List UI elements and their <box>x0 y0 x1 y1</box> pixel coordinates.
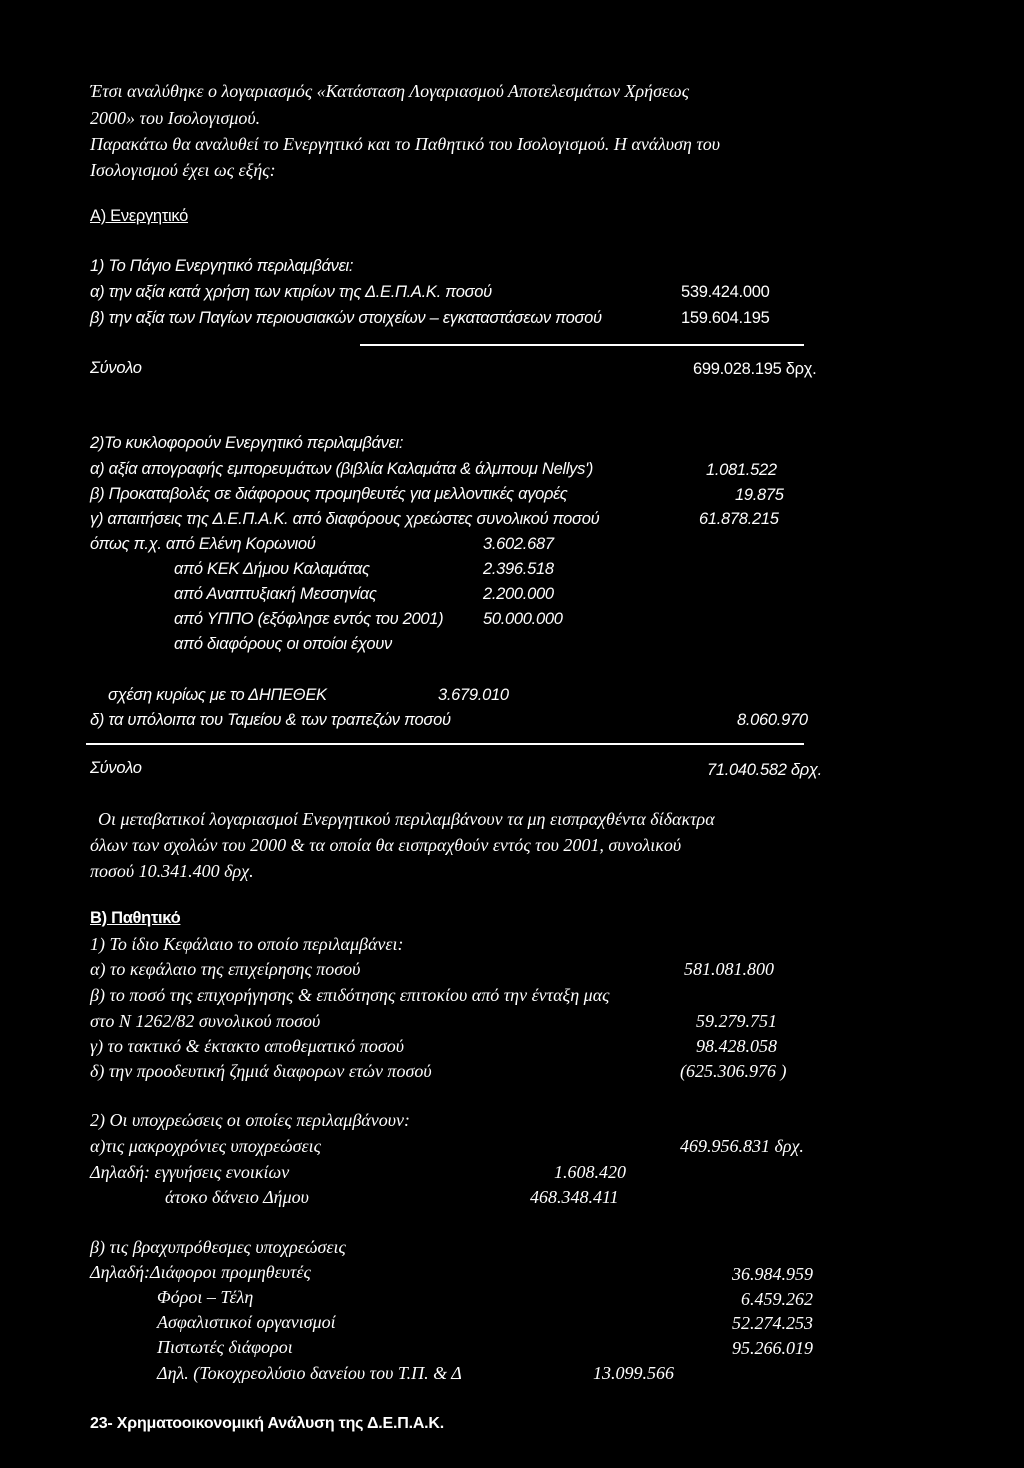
debtor-4-value: 50.000.000 <box>483 610 563 628</box>
fixed-assets-rule <box>360 344 804 346</box>
debtor-4-label: από ΥΠΠΟ (εξόφλησε εντός του 2001) <box>174 610 444 628</box>
fixed-assets-b-label: β) την αξία των Παγίων περιουσιακών στοιχείων – εγκαταστάσεων ποσού <box>90 309 602 327</box>
equity-b-label: β) το ποσό της επιχορήγησης & επιδότησης επιτοκίου από την ένταξη μας <box>90 985 610 1005</box>
debtor-6-label: σχέση κυρίως με το ΔΗΠΕΘΕΚ <box>108 686 327 704</box>
current-assets-c-label: γ) απαιτήσεις της Δ.Ε.Π.Α.Κ. από διαφόρους χρεώστες συνολικού ποσού <box>90 510 600 528</box>
equity-d-value: (625.306.976 ) <box>680 1061 787 1081</box>
current-assets-a-label: α) αξία απογραφής εμπορευμάτων (βιβλία Καλαμάτα & άλμπουμ Nellys') <box>90 460 594 478</box>
equity-d-label: δ) την προοδευτική ζημιά διαφορων ετών ποσού <box>90 1061 432 1081</box>
current-assets-a-value: 1.081.522 <box>706 461 777 479</box>
debtor-2-value: 2.396.518 <box>483 560 554 578</box>
short-term-1-value: 36.984.959 <box>732 1264 813 1284</box>
debtor-6-value: 3.679.010 <box>438 686 509 704</box>
current-assets-rule <box>86 743 804 745</box>
intro-line-2: 2000» του Ισολογισμού. <box>90 108 261 128</box>
long-term-1-label: Δηλαδή: εγγυήσεις ενοικίων <box>90 1162 290 1182</box>
equity-a-label: α) το κεφάλαιο της επιχείρησης ποσού <box>90 959 361 979</box>
debtor-1-label: όπως π.χ. από Ελένη Κορωνιού <box>90 535 316 553</box>
obligations-title: 2) Οι υποχρεώσεις οι οποίες περιλαμβάνουν: <box>90 1110 410 1130</box>
long-term-value: 469.956.831 δρχ. <box>680 1136 804 1156</box>
current-assets-total-label: Σύνολο <box>90 759 142 777</box>
debtor-3-label: από Αναπτυξιακή Μεσσηνίας <box>174 585 377 603</box>
short-term-3-label: Ασφαλιστικοί οργανισμοί <box>157 1312 336 1332</box>
long-term-2-label: άτοκο δάνειο Δήμου <box>165 1187 309 1207</box>
current-assets-b-label: β) Προκαταβολές σε διάφορους προμηθευτές για μελλοντικές αγορές <box>90 485 568 503</box>
short-term-3-value: 52.274.253 <box>732 1313 813 1333</box>
fixed-assets-total-value: 699.028.195 δρχ. <box>693 360 817 378</box>
current-assets-c-value: 61.878.215 <box>699 510 779 528</box>
current-assets-d-value: 8.060.970 <box>737 711 808 729</box>
short-term-5-value: 13.099.566 <box>593 1363 674 1383</box>
fixed-assets-a-label: α) την αξία κατά χρήση των κτιρίων της Δ.Ε.Π.Α.Κ. ποσού <box>90 283 492 301</box>
intro-line-3: Παρακάτω θα αναλυθεί το Ενεργητικό και το Παθητικό του Ισολογισμού. Η ανάλυση του <box>90 134 721 154</box>
liabilities-heading: Β) Παθητικό <box>90 909 181 927</box>
short-term-4-label: Πιστωτές διάφοροι <box>157 1337 293 1357</box>
short-term-label: β) τις βραχυπρόθεσμες υποχρεώσεις <box>90 1237 346 1257</box>
intro-line-1: Έτσι αναλύθηκε ο λογαριασμός «Κατάσταση Λογαριασμού Αποτελεσμάτων Χρήσεως <box>90 81 690 101</box>
equity-title: 1) Το ίδιο Κεφάλαιο το οποίο περιλαμβάνει: <box>90 934 404 954</box>
fixed-assets-title: 1) Το Πάγιο Ενεργητικό περιλαμβάνει: <box>90 257 354 275</box>
equity-c-value: 98.428.058 <box>696 1036 777 1056</box>
equity-a-value: 581.081.800 <box>684 959 774 979</box>
equity-b2-label: στο Ν 1262/82 συνολικού ποσού <box>90 1011 321 1031</box>
debtor-1-value: 3.602.687 <box>483 535 554 553</box>
debtor-2-label: από ΚΕΚ Δήμου Καλαμάτας <box>174 560 370 578</box>
assets-heading: Α) Ενεργητικό <box>90 207 189 225</box>
fixed-assets-b-value: 159.604.195 <box>681 309 770 327</box>
long-term-1-value: 1.608.420 <box>554 1162 626 1182</box>
transit-line-2: όλων των σχολών του 2000 & τα οποία θα εισπραχθούν εντός του 2001, συνολικού <box>90 835 682 855</box>
current-assets-b-value: 19.875 <box>735 486 784 504</box>
long-term-2-value: 468.348.411 <box>530 1187 619 1207</box>
equity-b-value: 59.279.751 <box>696 1011 777 1031</box>
current-assets-d-label: δ) τα υπόλοιπα του Ταμείου & των τραπεζών ποσού <box>90 711 451 729</box>
current-assets-title: 2)Το κυκλοφορούν Ενεργητικό περιλαμβάνει: <box>90 434 404 452</box>
fixed-assets-a-value: 539.424.000 <box>681 283 770 301</box>
short-term-2-label: Φόροι – Τέλη <box>157 1287 254 1307</box>
short-term-4-value: 95.266.019 <box>732 1338 813 1358</box>
debtor-3-value: 2.200.000 <box>483 585 554 603</box>
short-term-5-label: Δηλ. (Τοκοχρεολύσιο δανείου του Τ.Π. & Δ <box>157 1363 462 1383</box>
debtor-5-label: από διαφόρους οι οποίοι έχουν <box>174 635 392 653</box>
current-assets-total-value: 71.040.582 δρχ. <box>707 761 822 779</box>
fixed-assets-total-label: Σύνολο <box>90 359 142 377</box>
equity-c-label: γ) το τακτικό & έκτακτο αποθεματικό ποσού <box>90 1036 404 1056</box>
short-term-1-label: Δηλαδή:Διάφοροι προμηθευτές <box>90 1262 311 1282</box>
page-footer: 23- Χρηματοοικονομική Ανάλυση της Δ.Ε.Π.Α.Κ. <box>90 1415 445 1432</box>
short-term-2-value: 6.459.262 <box>741 1289 813 1309</box>
long-term-label: α)τις μακροχρόνιες υποχρεώσεις <box>90 1136 321 1156</box>
transit-line-1: Οι μεταβατικοί λογαριασμοί Ενεργητικού περιλαμβάνουν τα μη εισπραχθέντα δίδακτρα <box>98 809 715 829</box>
intro-line-4: Ισολογισμού έχει ως εξής: <box>90 160 276 180</box>
transit-line-3: ποσού 10.341.400 δρχ. <box>90 861 254 881</box>
